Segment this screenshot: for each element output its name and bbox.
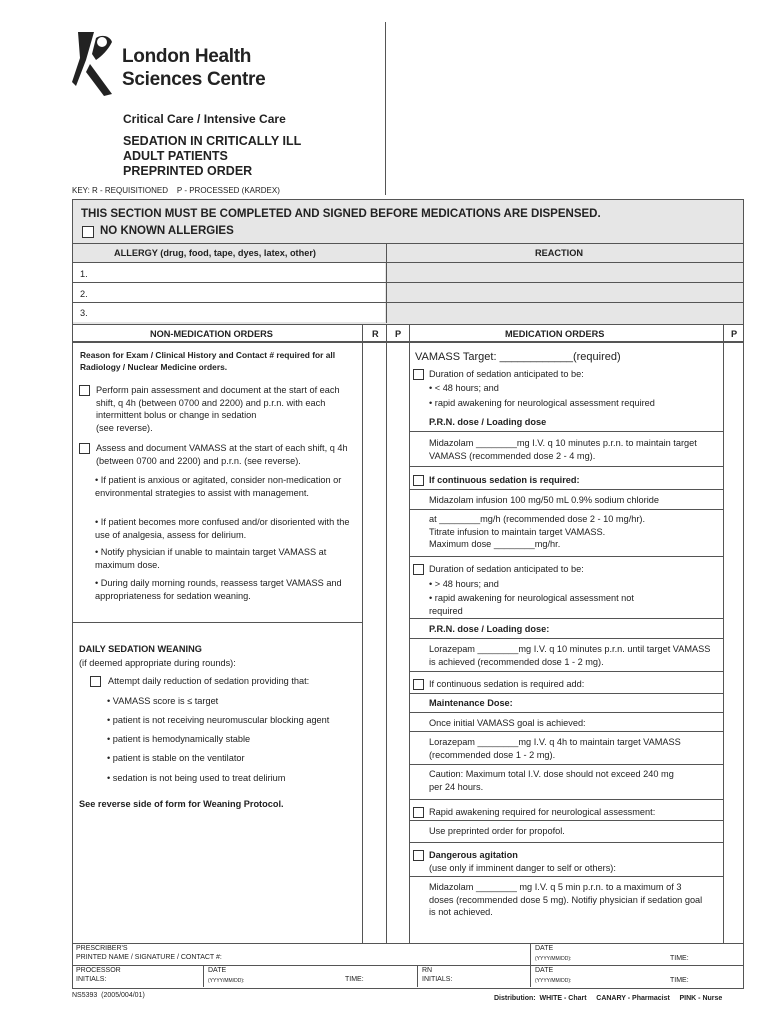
dur2-bullet-1: • > 48 hours; and xyxy=(429,578,499,591)
non-med-header: NON-MEDICATION ORDERS xyxy=(150,329,273,339)
processor-label: PROCESSOR INITIALS: xyxy=(76,967,121,983)
dur1-bullet-2: • rapid awakening for neurological assessment required xyxy=(429,397,655,410)
p-header: P xyxy=(395,329,402,339)
med-divider xyxy=(410,764,723,765)
bullet-notify: • Notify physician if unable to maintain target VAMASS at maximum dose. xyxy=(95,546,358,571)
date-format: (YYYY/MM/DD): xyxy=(535,956,572,962)
caution-text: Caution: Maximum total I.V. dose should not exceed 240 mg per 24 hours. xyxy=(429,769,674,792)
key-legend: KEY: R - REQUISITIONED P - PROCESSED (KARDEX) xyxy=(72,186,280,195)
lhsc-logo-icon xyxy=(72,30,118,98)
med-divider xyxy=(410,731,723,732)
reason-text: Reason for Exam / Clinical History and Contact # required for all Radiology / Nuclear Medicine orders. xyxy=(80,350,336,372)
cont1-checkbox[interactable] xyxy=(413,475,424,486)
weaning-title: DAILY SEDATION WEANING xyxy=(79,644,202,654)
header-divider xyxy=(385,22,386,195)
col-divider-p xyxy=(386,324,387,943)
attempt-label: Attempt daily reduction of sedation providing that: xyxy=(108,676,310,686)
col-divider-med xyxy=(409,324,410,943)
maintenance-label: Maintenance Dose: xyxy=(429,698,513,708)
sig-col-3 xyxy=(417,965,418,987)
distribution: Distribution: WHITE - Chart CANARY - Pharmacist PINK - Nurse xyxy=(494,995,723,1002)
med-divider xyxy=(410,876,723,877)
med-divider xyxy=(410,638,723,639)
sig-col-2 xyxy=(203,965,204,987)
cont1-label: If continuous sedation is required: xyxy=(429,475,580,485)
allergy-col-divider xyxy=(386,243,387,323)
vamass-target: VAMASS Target: ____________(required) xyxy=(415,351,621,363)
pain-order: Perform pain assessment and document at the start of each shift, q 4h (between 0700 and 2200) and p.r.n. with each intermittent bolus or change in sedation (see reverse). xyxy=(96,385,340,433)
pain-checkbox[interactable] xyxy=(79,385,90,396)
rn-label: RN INITIALS: xyxy=(422,967,453,983)
allergy-row-1-label: 1. xyxy=(80,269,88,279)
med-divider xyxy=(410,618,723,619)
bullet-rounds: • During daily morning rounds, reassess target VAMASS and appropriateness for sedation weaning. xyxy=(95,577,358,602)
allergy-row-1[interactable] xyxy=(73,263,385,282)
med-divider xyxy=(410,799,723,800)
cont2-label: If continuous sedation is required add: xyxy=(429,679,585,689)
once-label: Once initial VAMASS goal is achieved: xyxy=(429,718,586,728)
nka-checkbox[interactable] xyxy=(82,226,94,238)
prn2-label: P.R.N. dose / Loading dose: xyxy=(429,624,550,634)
med-divider xyxy=(410,693,723,694)
p2-header: P xyxy=(731,329,738,339)
danger-checkbox[interactable] xyxy=(413,850,424,861)
prescriber-label: PRESCRIBER'S PRINTED NAME / SIGNATURE / CONTACT #: xyxy=(76,945,222,961)
date-format-2: (YYYY/MM/DD): xyxy=(208,978,245,984)
see-reverse: See reverse side of form for Weaning Protocol. xyxy=(79,799,284,809)
sig-col-1 xyxy=(530,943,531,987)
danger-subtitle: (use only if imminent danger to self or others): xyxy=(429,863,616,873)
rapid-label: Rapid awakening required for neurological assessment: xyxy=(429,807,656,817)
reaction-row-3[interactable] xyxy=(387,303,742,322)
lorazepam-prn: Lorazepam ________mg I.V. q 10 minutes p.r.n. until target VAMASS is achieved (recommended dose 1 - 2 mg). xyxy=(429,644,711,667)
dur1-checkbox[interactable] xyxy=(413,369,424,380)
allergy-header-line xyxy=(72,243,743,244)
prescriber-field[interactable] xyxy=(300,945,525,963)
allergy-col-header: ALLERGY (drug, food, tape, dyes, latex, other) xyxy=(114,248,316,258)
condition-nmb: • patient is not receiving neuromuscular blocking agent xyxy=(107,714,329,727)
allergy-row-2-label: 2. xyxy=(80,289,88,299)
cont2-checkbox[interactable] xyxy=(413,679,424,690)
med-divider xyxy=(410,509,723,510)
date-format-3: (YYYY/MM/DD): xyxy=(535,978,572,984)
time-label-3: TIME: xyxy=(670,977,689,984)
org-name-line1: London Health xyxy=(122,46,252,67)
condition-vent: • patient is stable on the ventilator xyxy=(107,752,245,765)
condition-delirium: • sedation is not being used to treat delirium xyxy=(107,772,285,785)
danger-title: Dangerous agitation xyxy=(429,850,518,860)
allergy-row-3-label: 3. xyxy=(80,308,88,318)
condition-hemo: • patient is hemodynamically stable xyxy=(107,733,250,746)
dur2-label: Duration of sedation anticipated to be: xyxy=(429,564,584,574)
time-label-2: TIME: xyxy=(345,976,364,983)
vamass-order: Assess and document VAMASS at the start of each shift, q 4h (between 0700 and 2200) and p.r.n. (see reverse). xyxy=(96,443,348,466)
med-divider xyxy=(410,431,723,432)
med-divider xyxy=(410,671,723,672)
department: Critical Care / Intensive Care xyxy=(123,112,286,126)
med-divider xyxy=(410,712,723,713)
condition-vamass: • VAMASS score is ≤ target xyxy=(107,695,218,708)
reaction-col-header: REACTION xyxy=(535,248,583,258)
midazolam-danger: Midazolam ________ mg I.V. q 5 min p.r.n. to a maximum of 3 doses (recommended dose 5 mg). Notifiy physician if sedation goal is not achieved. xyxy=(429,882,703,917)
time-label: TIME: xyxy=(670,955,689,962)
reaction-row-2[interactable] xyxy=(387,283,742,302)
org-name-line2: Sciences Centre xyxy=(122,69,266,90)
prn1-label: P.R.N. dose / Loading dose xyxy=(429,417,547,427)
bullet-confused: • If patient becomes more confused and/or disoriented with the use of analgesia, assess for delirium. xyxy=(95,516,358,541)
attempt-checkbox[interactable] xyxy=(90,676,101,687)
allergy-banner: THIS SECTION MUST BE COMPLETED AND SIGNED BEFORE MEDICATIONS ARE DISPENSED. xyxy=(81,208,601,220)
date-label-2: DATE xyxy=(208,967,227,974)
form-title-line2: ADULT PATIENTS xyxy=(123,149,228,163)
allergy-row-2[interactable] xyxy=(73,283,385,302)
form-title-line3: PREPRINTED ORDER xyxy=(123,164,253,178)
col-divider-r xyxy=(362,324,363,943)
form-title-line1: SEDATION IN CRITICALLY ILL xyxy=(123,134,302,148)
rapid-checkbox[interactable] xyxy=(413,807,424,818)
med-divider xyxy=(410,842,723,843)
weaning-subtitle: (if deemed appropriate during rounds): xyxy=(79,658,236,668)
infusion-rate: at ________mg/h (recommended dose 2 - 10 mg/hr). Titrate infusion to maintain target VAMASS. Maximum dose ________mg/hr. xyxy=(429,514,646,549)
dur1-label: Duration of sedation anticipated to be: xyxy=(429,369,584,379)
med-divider xyxy=(410,820,723,821)
signature-divider xyxy=(72,965,743,966)
med-divider xyxy=(410,556,723,557)
lorazepam-maint: Lorazepam ________mg I.V. q 4h to maintain target VAMASS (recommended dose 1 - 2 mg). xyxy=(429,737,681,760)
form-number: NS5393 (2005/004/01) xyxy=(72,992,145,999)
nka-label: NO KNOWN ALLERGIES xyxy=(100,225,234,237)
bullet-anxious: • If patient is anxious or agitated, consider non-medication or environmental strategies to assist with management. xyxy=(95,474,358,499)
dur2-bullet-2: • rapid awakening for neurological assessment not required xyxy=(429,592,669,617)
med-divider xyxy=(410,466,723,467)
vamass-checkbox[interactable] xyxy=(79,443,90,454)
infusion-label: Midazolam infusion 100 mg/50 mL 0.9% sodium chloride xyxy=(429,495,659,505)
med-divider xyxy=(410,489,723,490)
col-divider-p2 xyxy=(723,324,724,943)
dur1-bullet-1: • < 48 hours; and xyxy=(429,382,499,395)
date-label-3: DATE xyxy=(535,967,554,974)
allergy-row-3[interactable] xyxy=(73,303,385,322)
midazolam-prn: Midazolam ________mg I.V. q 10 minutes p.r.n. to maintain target VAMASS (recommended dose 2 - 4 mg). xyxy=(429,438,697,461)
weaning-divider xyxy=(72,622,363,623)
dur2-checkbox[interactable] xyxy=(413,564,424,575)
date-label: DATE xyxy=(535,945,554,952)
reaction-row-1[interactable] xyxy=(387,263,742,282)
med-header: MEDICATION ORDERS xyxy=(505,329,605,339)
propofol-label: Use preprinted order for propofol. xyxy=(429,826,565,836)
r-header: R xyxy=(372,329,379,339)
